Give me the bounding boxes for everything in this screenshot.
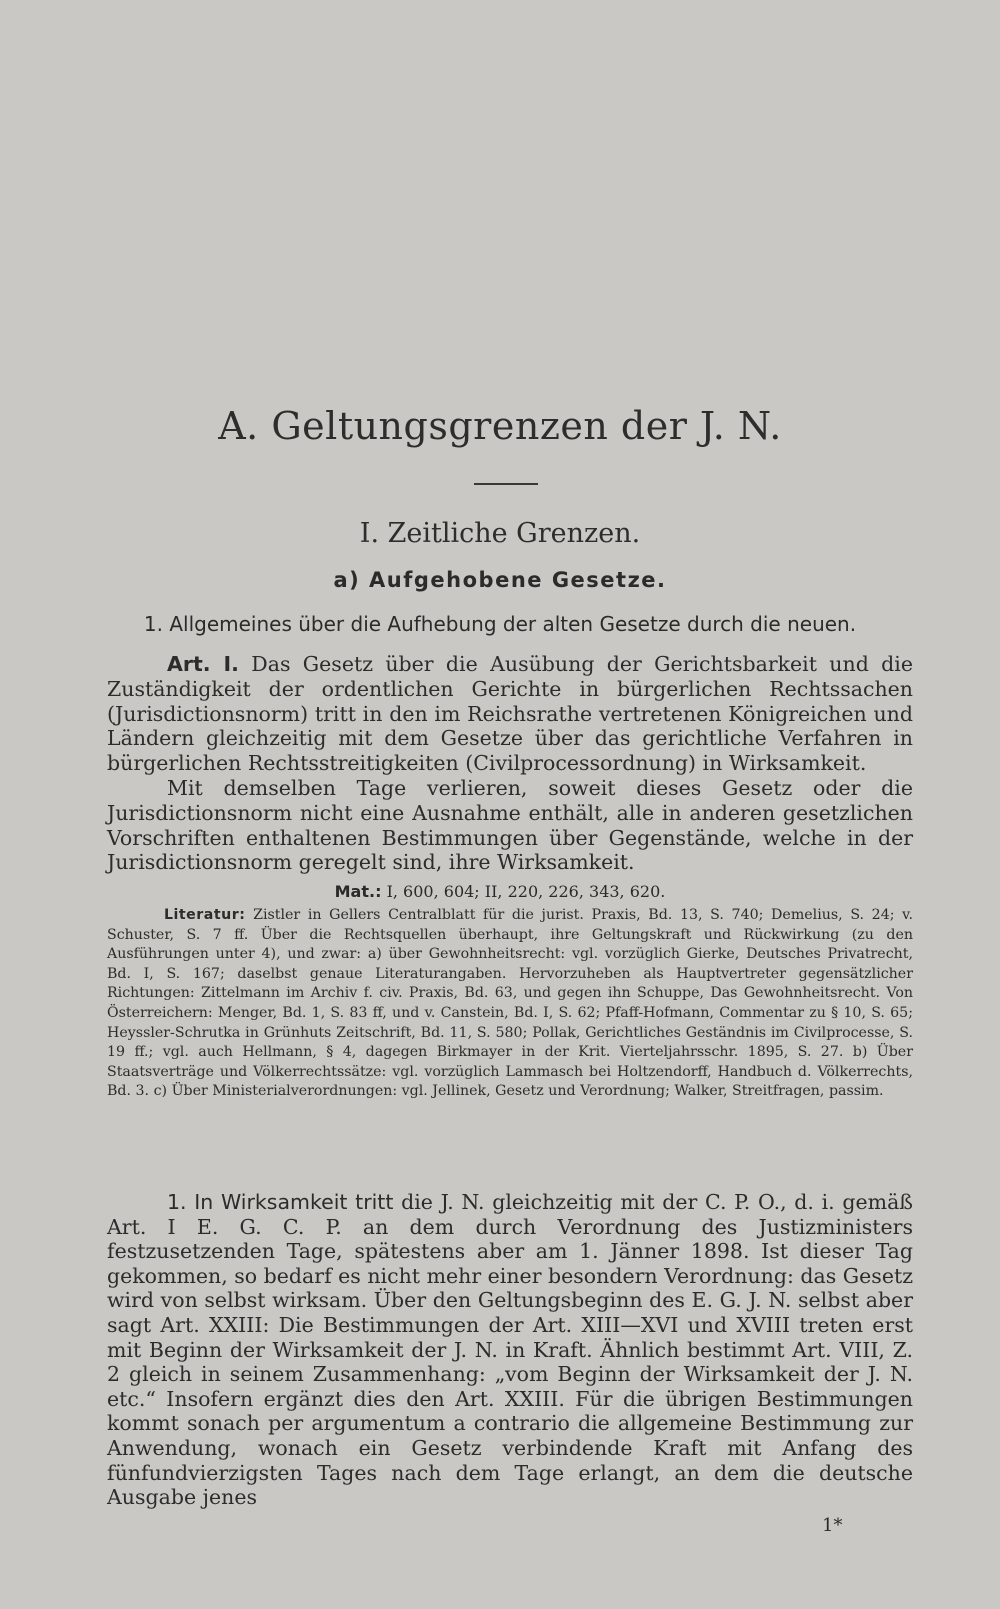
literature-block bbox=[107, 906, 913, 1102]
materials-line bbox=[0, 882, 1000, 901]
subsection-heading: a) Aufgehobene Gesetze. bbox=[333, 568, 667, 592]
title-divider bbox=[474, 483, 538, 485]
commentary-lead: 1. In Wirksamkeit tritt bbox=[167, 1190, 394, 1214]
literature-text: Zistler in Gellers Centralblatt für die jurist. Praxis, Bd. 13, S. 740; Demelius, S. 24; v. Schuster, S. 7 ff. Über die Rechtsquellen überhaupt, ihre Geltungskraft und Rückwirkung (zu den Ausführungen unter 4), und zwar: a) über Gewohnheitsrecht: vgl. vorzüglich Gierke, Deutsches Privatrecht, Bd. I, S. 167; daselbst genaue Literaturangaben. Hervorzuheben als Hauptvertreter gegensätzlicher Richtungen: Zittelmann im Archiv f. civ. Praxis, Bd. 63, und gegen ihn Schuppe, Das Gewohnheitsrecht. Von Österreichern: Menger, Bd. 1, S. 83 ff, und v. Canstein, Bd. I, S. 62; Pfaff-Hofmann, Commentar zu § 10, S. 65; Heyssler-Schrutka in Grünhuts Zeitschrift, Bd. 11, S. 580; Pollak, Gerichtliches Geständnis im Civilprocesse, S. 19 ff.; vgl. auch Hellmann, § 4, dagegen Birkmayer in der Krit. Vierteljahrsschr. 1895, S. 27. b) Über Staatsverträge und Völkerrechtssätze: vgl. vorzüglich Lammasch bei Holtzendorff, Handbuch d. Völkerrechts, Bd. 3. c) Über Ministerialverordnungen: vgl. Jellinek, Gesetz und Verordnung; Walker, Streitfragen, passim. bbox=[107, 907, 914, 1100]
commentary-body: die J. N. gleichzeitig mit der C. P. O., d. i. gemäß Art. I E. G. C. P. an dem durch Verordnung des Justizministers festzusetzenden Tage, spätestens aber am 1. Jänner 1898. Ist dieser Tag gekommen, so bedarf es nicht mehr einer besondern Verordnung: das Gesetz wird von selbst wirksam. Über den Geltungsbeginn des E. G. J. N. selbst aber sagt Art. XXIII: Die Bestimmungen der Art. XIII—XVI und XVIII treten erst mit Beginn der Wirksamkeit der J. N. in Kraft. Ähnlich bestimmt Art. VIII, Z. 2 gleich in seinem Zusammenhang: „vom Beginn der Wirksamkeit der J. N. etc.“ Insofern ergänzt dies den Art. XXIII. Für die übrigen Bestimmungen kommt sonach per argumentum a contrario die allgemeine Bestimmung zur Anwendung, wonach ein Gesetz verbindende Kraft mit Anfang des fünfundvierzigsten Tages nach dem Tage erlangt, an dem die deutsche Ausgabe jenes bbox=[107, 1190, 913, 1510]
commentary-text bbox=[107, 1190, 913, 1510]
article-paragraph-1-text: Das Gesetz über die Ausübung der Gerichtsbarkeit und die Zuständigkeit der ordentlichen Gerichte in bürgerlichen Rechtssachen (Jurisdictionsnorm) tritt in den im Reichsrathe vertretenen Königreichen und Ländern gleichzeitig mit dem Gesetze über das gerichtliche Verfahren in bürgerlichen Rechtsstreitigkeiten (Civilprocessordnung) in Wirksamkeit. bbox=[107, 652, 913, 776]
section-title: A. Geltungsgrenzen der J. N. bbox=[218, 404, 782, 448]
materials-label: Mat.: bbox=[334, 882, 382, 901]
literature-label: Literatur: bbox=[164, 907, 246, 923]
chapter-heading: I. Zeitliche Grenzen. bbox=[359, 518, 641, 549]
commentary-paragraph bbox=[107, 1190, 913, 1510]
signature-mark: 1* bbox=[822, 1515, 843, 1536]
materials-text: I, 600, 604; II, 220, 226, 343, 620. bbox=[386, 882, 666, 901]
article-label: Art. I. bbox=[167, 652, 239, 676]
article-paragraph-1 bbox=[107, 652, 913, 776]
article-paragraph-2: Mit demselben Tage verlieren, soweit dieses Gesetz oder die Jurisdictionsnorm nicht eine Ausnahme enthält, alle in anderen gesetzlichen Vorschriften enthaltenen Bestimmungen über Gegenstände, welche in der Jurisdictionsnorm geregelt sind, ihre Wirksamkeit. bbox=[107, 775, 913, 875]
article-text bbox=[107, 652, 913, 875]
literature-paragraph bbox=[107, 906, 913, 1102]
subsubsection-heading: 1. Allgemeines über die Aufhebung der alten Gesetze durch die neuen. bbox=[143, 612, 857, 636]
